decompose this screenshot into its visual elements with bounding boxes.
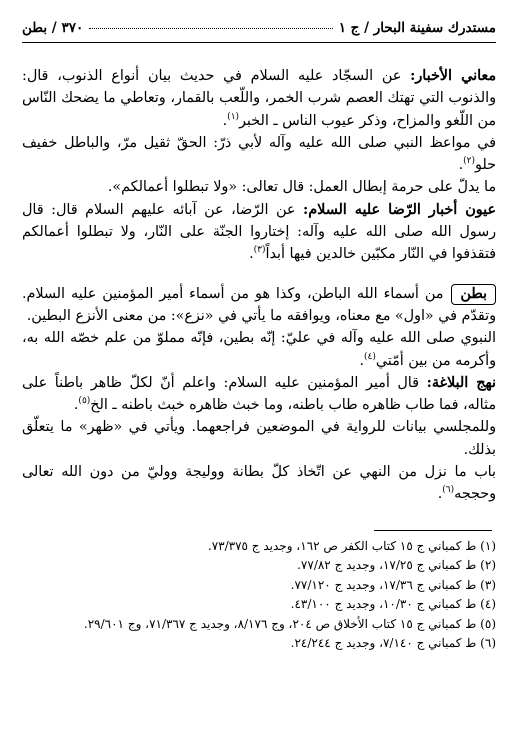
paragraph-text: من أسماء الله الباطن، وكذا هو من أسماء أمير المؤمنين عليه السلام. وتقدّم في «اول» مع معناه، ويوافقه ما يأتي في «نزع»: من معنى الأنزع البطين.	[22, 285, 496, 324]
footnote: (٤) ط كمباني ج ١٠/٣٠، وجديد ج ٤٣/١٠٠.	[290, 597, 496, 612]
document-page	[22, 20, 496, 732]
paragraph-text: باب ما نزل من النهي عن اتّخاذ كلّ بطانة ووليجة ووليّ من دون الله تعالى وحججه	[22, 464, 496, 503]
paragraph-text: ما يدلّ على حرمة إبطال العمل: قال تعالى: «ولا تبطلوا أعمالكم».	[107, 179, 496, 196]
paragraph-batn-entry	[22, 283, 496, 328]
source-title: عيون أخبار الرّضا عليه السلام:	[303, 201, 496, 218]
source-title: معاني الأخبار:	[410, 68, 496, 84]
footnote: (١) ط كمباني ج ١٥ كتاب الكفر ص ١٦٢، وجديد ج ٧٣/٣٧٥.	[207, 538, 496, 553]
footnote-ref: (٤)	[364, 351, 376, 362]
footnote-ref: (٦)	[442, 485, 455, 496]
footnotes	[22, 537, 496, 654]
header-dotted-leader	[89, 28, 332, 29]
paragraph-text: عن السجّاد عليه السلام في حديث بيان أنواع الذنوب، قال: والذنوب التي تهتك العصم شرب الخمر، واللّعب بالقمار، وتعاطي ما يضحك النّاس من اللّغو والمزاح، وذكر عيوب الناس ـ الخبر	[22, 68, 496, 129]
paragraph-mawaiz: في مواعظ النبي صلى الله عليه وآله لأبي ذرّ: الحقّ ثقيل مرّ، والباطل خفيف حلو$^{(٢)}$.	[22, 134, 496, 174]
footnote: (٣) ط كمباني ج ١٧/٣٦، وجديد ج ٧٧/١٢٠.	[290, 577, 496, 592]
paragraph-ibtal	[22, 176, 496, 198]
footnote: (٥) ط كمباني ج ١٥ كتاب الأخلاق ص ٢٠٤، وج ٨/١٧٦، وجديد ج ٧١/٣٦٧، وج ٢٩/٦٠١.	[83, 616, 496, 631]
paragraph-nahj: نهج البلاغة: قال أمير المؤمنين عليه السلام: واعلم أنّ لكلّ ظاهر باطناً على مثاله، فما طاب ظاهره طاب باطنه، وما خبث ظاهره خبث باطنه ـ الخ$^{(٥)}$.	[22, 374, 496, 414]
footnote-separator	[374, 530, 492, 531]
section-gap	[22, 266, 496, 283]
paragraph-text: في مواعظ النبي صلى الله عليه وآله لأبي ذرّ: الحقّ ثقيل مرّ، والباطل خفيف حلو	[22, 134, 496, 174]
footnote-ref: (٣)	[253, 245, 266, 256]
paragraph-uyun: عيون أخبار الرّضا عليه السلام: عن الرّضا، عن آبائه عليهم السلام قال: قال رسول الله صلى الله عليه وآله: إختاروا الجنّة على النّار، ولا تبطلوا أعمالكم فتقذفوا في النّار مكبّين خالدين فيها أبداً$^{(٣)}$.	[22, 201, 496, 263]
book-title: مستدرك سفينة البحار / ج ١	[338, 20, 496, 36]
footnote: (٦) ط كمباني ج ٧/١٤٠، وجديد ج ٢٤/٢٤٤.	[290, 636, 496, 651]
footnote-ref: (١)	[227, 111, 240, 122]
paragraph-majlisi	[22, 416, 496, 461]
main-text	[22, 65, 496, 506]
paragraph-text: وللمجلسي بيانات للرواية في الموضعين فراجعهما. ويأتي في «ظهر» ما يتعلّق بذلك.	[22, 419, 496, 458]
paragraph-text: عن الرّضا، عن آبائه عليهم السلام قال: قال رسول الله صلى الله عليه وآله: إختاروا الجنّة على النّار، ولا تبطلوا أعمالكم فتقذفوا في النّار مكبّين خالدين فيها أبداً	[22, 201, 496, 263]
running-header	[22, 20, 496, 40]
paragraph-text: قال أمير المؤمنين عليه السلام: واعلم أنّ لكلّ ظاهر باطناً على مثاله، فما طاب ظاهره طاب باطنه، وما خبث ظاهره خبث باطنه ـ الخ	[22, 374, 496, 414]
header-rule	[22, 42, 496, 43]
entry-keyword-box: بطن	[451, 284, 496, 305]
paragraph-nabawi: النبوي صلى الله عليه وآله في عليّ: إنّه بطين، فإنّه مملوّ من علم خصّه الله به، وأكرمه من بين أمّتي$^{(٤)}$.	[22, 330, 496, 369]
paragraph-text: النبوي صلى الله عليه وآله في عليّ: إنّه بطين، فإنّه مملوّ من علم خصّه الله به، وأكرمه من بين أمّتي	[22, 330, 496, 369]
footnote-ref: (٥)	[78, 396, 91, 407]
page-number-label: ٣٧٠ / بطن	[22, 20, 84, 36]
paragraph-bab: باب ما نزل من النهي عن اتّخاذ كلّ بطانة ووليجة ووليّ من دون الله تعالى وحججه$^{(٦)}$.	[22, 464, 496, 503]
source-title: نهج البلاغة:	[426, 374, 496, 391]
footnote: (٢) ط كمباني ج ١٧/٢٥، وجديد ج ٧٧/٨٢.	[297, 558, 496, 573]
footnote-ref: (٢)	[463, 156, 476, 167]
paragraph-maani: معاني الأخبار: عن السجّاد عليه السلام في حديث بيان أنواع الذنوب، قال: والذنوب التي تهتك العصم شرب الخمر، واللّعب بالقمار، وتعاطي ما يضحك النّاس من اللّغو والمزاح، وذكر عيوب الناس ـ الخبر$^{(١)}$.	[22, 68, 496, 129]
